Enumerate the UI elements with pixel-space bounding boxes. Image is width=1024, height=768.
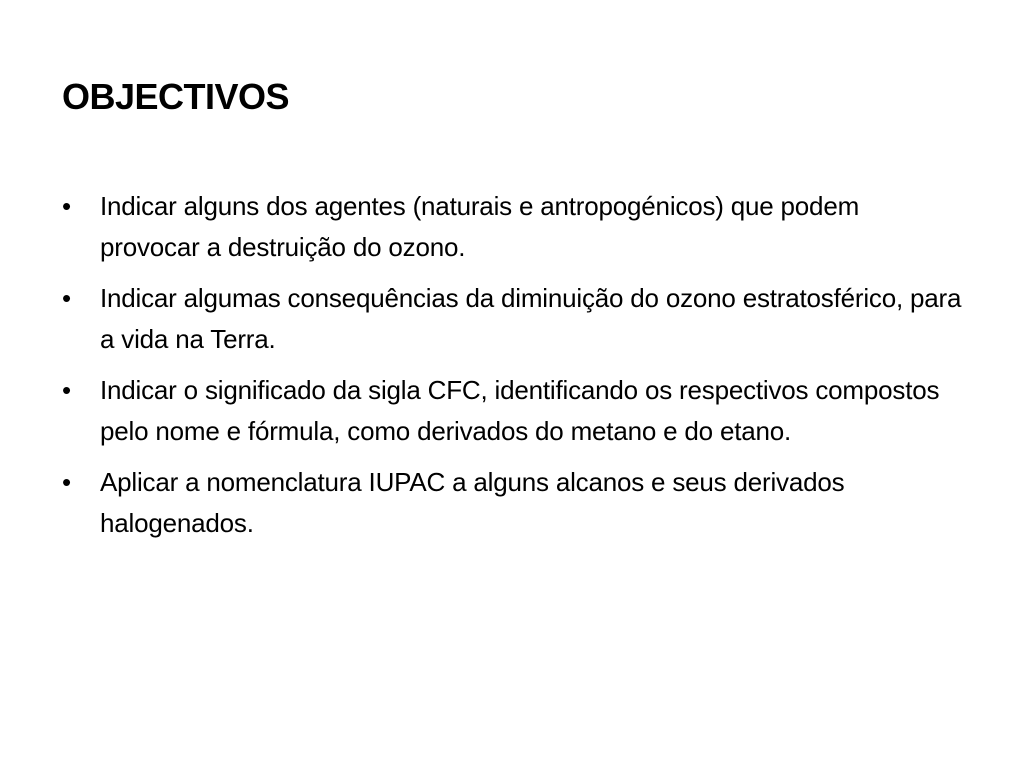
list-item-text: Indicar alguns dos agentes (naturais e antropogénicos) que podem provocar a destruição do ozono. — [100, 191, 860, 262]
bullet-icon: • — [62, 375, 71, 405]
list-item — [62, 278, 962, 360]
bullet-icon: • — [62, 283, 71, 313]
bullet-icon: • — [62, 191, 71, 221]
slide-title: OBJECTIVOS — [62, 76, 290, 117]
list-item-text: Aplicar a nomenclatura IUPAC a alguns alcanos e seus derivados halogenados. — [100, 467, 845, 538]
list-item-text: Indicar o significado da sigla CFC, identificando os respectivos compostos pelo nome e fórmula, como derivados do metano e do etano. — [100, 375, 940, 446]
bullet-icon: • — [62, 467, 71, 497]
list-item — [62, 462, 962, 544]
list-item — [62, 370, 962, 452]
list-item — [62, 186, 962, 268]
list-item-text: Indicar algumas consequências da diminuição do ozono estratosférico, para a vida na Terra. — [100, 283, 962, 354]
objectives-list — [62, 186, 962, 554]
